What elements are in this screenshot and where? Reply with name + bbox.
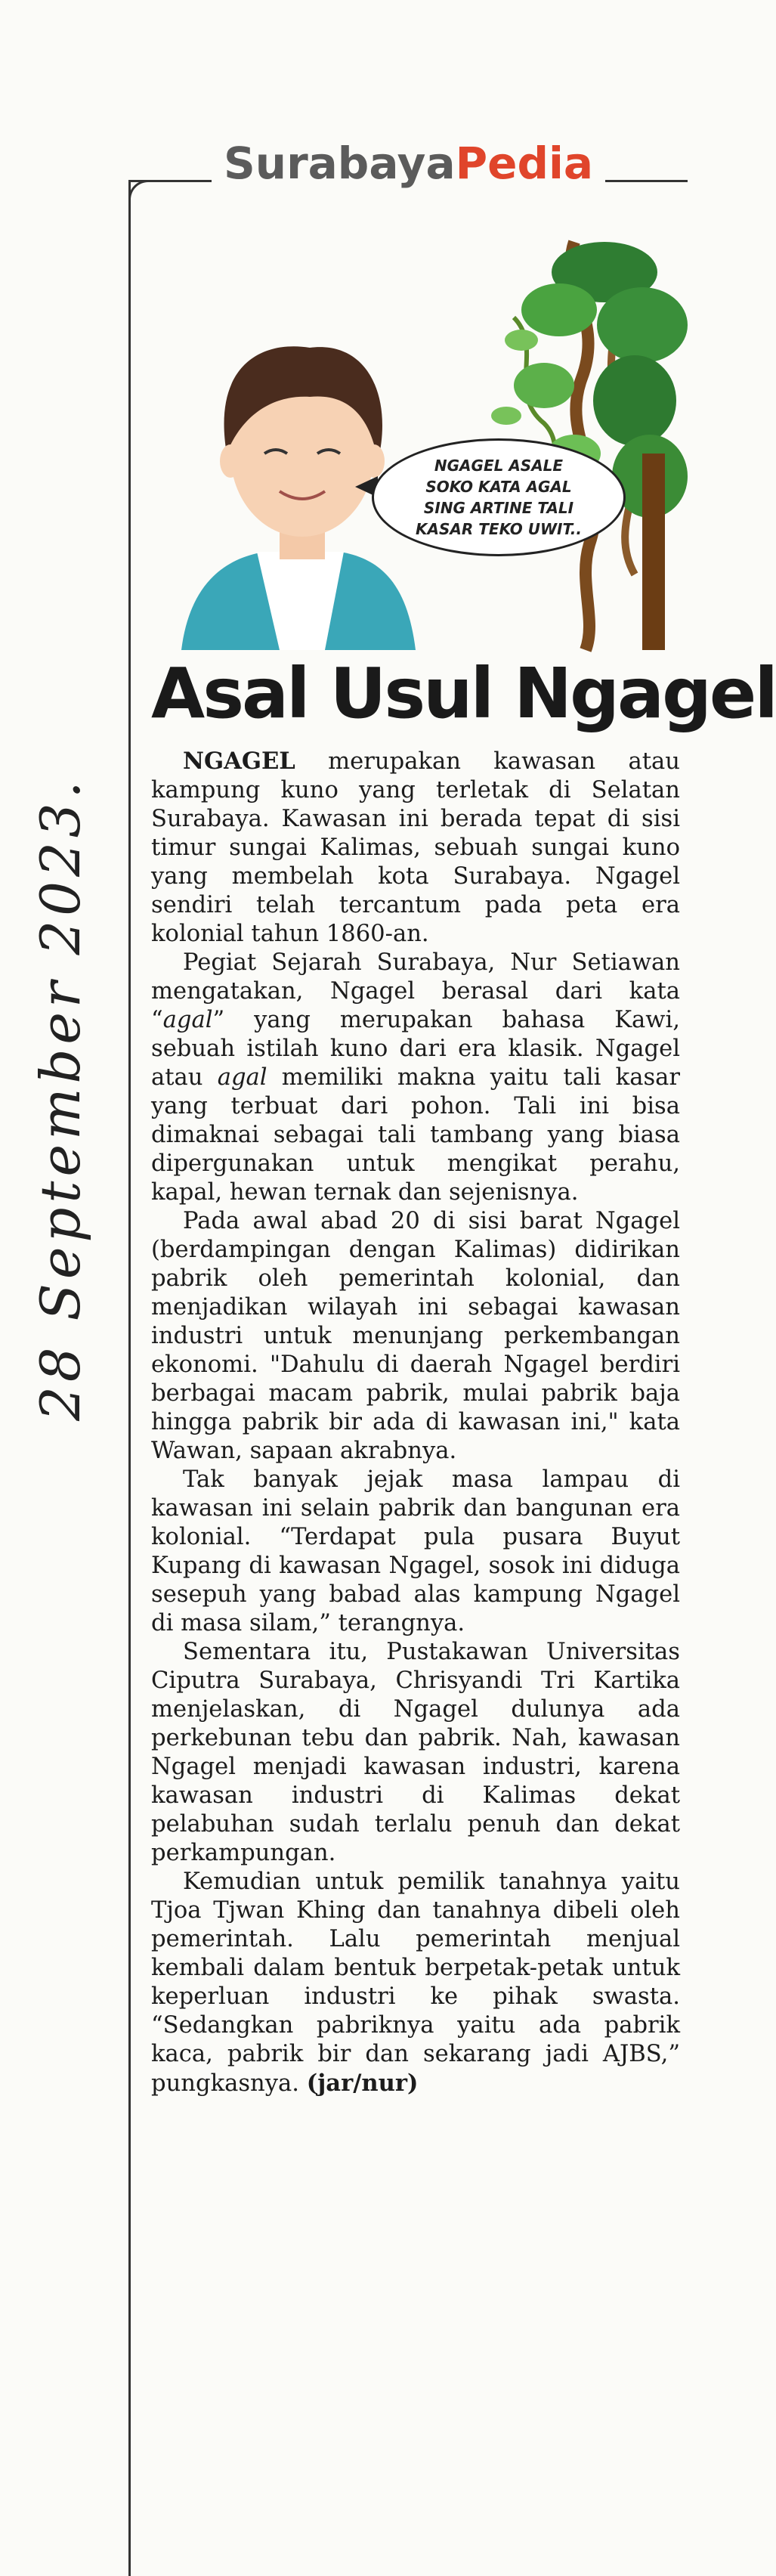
article-body xyxy=(151,747,680,2098)
paragraph-2 xyxy=(151,949,680,1207)
byline: (jar/nur) xyxy=(306,2070,419,2097)
column-frame-corner xyxy=(128,180,153,205)
paragraph-1-text: merupakan kawasan atau kampung kuno yang terletak di Selatan Surabaya. Kawasan ini berada tepat di sisi timur sungai Kalimas, sebuah sungai kuno yang membelah kota Surabaya. Ngagel sendiri telah tercantum pada peta era kolonial tahun 1860-an. xyxy=(151,748,680,947)
speech-bubble-text: NGAGEL ASALE SOKO KATA AGAL SING ARTINE TALI KASAR TEKO UWIT.. xyxy=(416,457,582,538)
speech-bubble xyxy=(372,438,626,556)
paragraph-2-text-b: ” yang merupakan bahasa Kawi, sebuah istilah kuno dari era klasik. Ngagel atau xyxy=(151,1007,680,1091)
paragraph-3: Pada awal abad 20 di sisi barat Ngagel (berdampingan dengan Kalimas) didirikan pabrik oleh pemerintah kolonial, dan menjadikan wilayah ini sebagai kawasan industri untuk menunjang perkembangan ekonomi. "Dahulu di daerah Ngagel berdiri berbagai macam pabrik, mulai pabrik baja hingga pabrik bir ada di kawasan ini," kata Wawan, sapaan akrabnya. xyxy=(151,1208,680,1464)
surabayapedia-logo xyxy=(212,135,605,192)
logo-part-surabaya: Surabaya xyxy=(224,138,456,189)
handwritten-date: 28 September 2023. xyxy=(29,776,92,1421)
illustration xyxy=(151,227,680,650)
paragraph-1 xyxy=(151,747,680,949)
column-frame-left xyxy=(128,180,131,2576)
term-agal: agal xyxy=(162,1007,213,1033)
paragraph-6 xyxy=(151,1868,680,2098)
article-headline: Asal Usul Ngagel xyxy=(151,653,776,734)
paragraph-5: Sementara itu, Pustakawan Universitas Ciputra Surabaya, Chrisyandi Tri Kartika menjelaskan, di Ngagel dulunya ada perkebunan tebu dan pabrik. Nah, kawasan Ngagel menjadi kawasan industri, karena kawasan industri di Kalimas dekat pelabuhan sudah terlalu penuh dan dekat perkampungan. xyxy=(151,1639,680,1866)
paragraph-2-text-c: memiliki makna yaitu tali kasar yang terbuat dari pohon. Tali ini bisa dimaknai sebagai tali tambang yang biasa dipergunakan untuk mengikat perahu, kapal, hewan ternak dan sejenisnya. xyxy=(151,1064,681,1206)
paragraph-4: Tak banyak jejak masa lampau di kawasan ini selain pabrik dan bangunan era kolonial. “Terdapat pula pusara Buyut Kupang di kawasan Ngagel, sosok ini diduga sesepuh yang babad alas kampung Ngagel di masa silam,” terangnya. xyxy=(151,1466,680,1636)
lead-word: NGAGEL xyxy=(183,748,295,775)
paragraph-2-text-a: Pegiat Sejarah Surabaya, Nur Setiawan mengatakan, Ngagel berasal dari kata “ xyxy=(151,949,680,1033)
term-agal-2: agal xyxy=(217,1064,267,1091)
paragraph-6-text: Kemudian untuk pemilik tanahnya yaitu Tjoa Tjwan Khing dan tanahnya dibeli oleh pemerintah. Lalu pemerintah menjual kembali dalam bentuk berpetak-petak untuk keperluan industri ke pihak swasta. “Sedangkan pabriknya yaitu ada pabrik kaca, pabrik bir dan sekarang jadi AJBS,” pungkasnya. xyxy=(151,1869,680,2097)
logo-part-pedia: Pedia xyxy=(455,138,594,189)
